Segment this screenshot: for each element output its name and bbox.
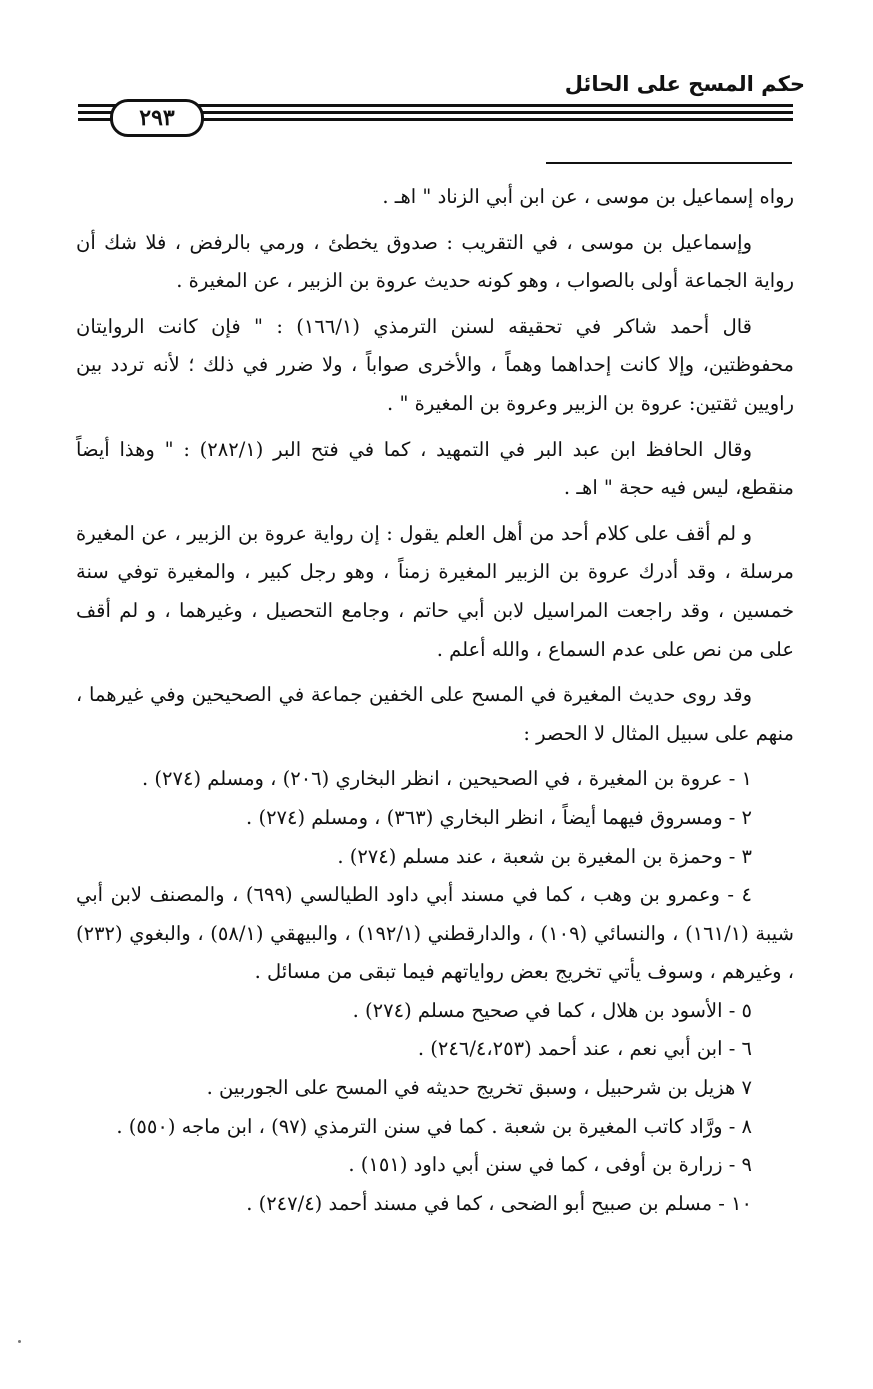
running-header-title: حكم المسح على الحائل (564, 72, 805, 96)
list-item: ٢ - ومسروق فيهما أيضاً ، انظر البخاري (٣٦٣) ، ومسلم (٢٧٤) . (246, 805, 752, 829)
list-item: ٦ - ابن أبي نعم ، عند أحمد (٢٤٦/٤،٢٥٣) . (417, 1037, 752, 1061)
paragraph: وإسماعيل بن موسى ، في التقريب : صدوق يخطئ ، ورمي بالرفض ، فلا شك أن رواية الجماعة أولى بالصواب ، وهو كونه حديث عروة بن الزبير ، عن المغيرة . (76, 230, 794, 293)
footnote-separator (546, 162, 792, 164)
list-item: ٥ - الأسود بن هلال ، كما في صحيح مسلم (٢٧٤) . (352, 998, 752, 1022)
paragraph: رواه إسماعيل بن موسى ، عن ابن أبي الزناد " اهـ . (382, 185, 794, 208)
scan-speck (18, 1340, 21, 1343)
list-item: ٣ - وحمزة بن المغيرة بن شعبة ، عند مسلم (٢٧٤) . (337, 844, 752, 868)
list-item: ٤ - وعمرو بن وهب ، كما في مسند أبي داود الطيالسي (٦٩٩) ، والمصنف لابن أبي شيبة (١٦١/١) ، والنسائي (١٠٩) ، والدارقطني (١٩٢/١) ، والبيهقي (٥٨/١) ، والبغوي (٢٣٢) ، وغيرهم ، وسوف يأتي تخريج بعض رواياتهم فيما تبقى من مسائل . (76, 883, 794, 984)
paragraph: قال أحمد شاكر في تحقيقه لسنن الترمذي (١٦٦/١) : " فإن كانت الروايتان محفوظتين، وإلا كانت إحداهما وهماً ، والأخرى صواباً ، ولا ضرر في ذلك ؛ لأنه تردد بين راويين ثقتين: عروة بن الزبير وعروة بن المغيرة " . (76, 314, 794, 415)
paragraph: و لم أقف على كلام أحد من أهل العلم يقول : إن رواية عروة بن الزبير ، عن المغيرة مرسلة ، وقد أدرك عروة بن الزبير المغيرة زمناً ، وهو رجل كبير ، والمغيرة توفي سنة خمسين ، وقد راجعت المراسيل لابن أبي حاتم ، وجامع التحصيل ، وغيرهما ، و لم أقف على من نص على عدم السماع ، والله أعلم . (76, 521, 794, 661)
paragraph: وقد روى حديث المغيرة في المسح على الخفين جماعة في الصحيحين وفي غيرهما ، منهم على سبيل المثال لا الحصر : (76, 683, 794, 745)
list-item: ٨ - ورَّاد كاتب المغيرة بن شعبة . كما في سنن الترمذي (٩٧) ، ابن ماجه (٥٥٠) . (116, 1114, 752, 1138)
body-text (76, 178, 794, 1223)
paragraph: وقال الحافظ ابن عبد البر في التمهيد ، كما في فتح البر (٢٨٢/١) : " وهذا أيضاً منقطع، ليس فيه حجة " اهـ . (76, 437, 794, 500)
list-item: ٩ - زرارة بن أوفى ، كما في سنن أبي داود (١٥١) . (348, 1153, 752, 1177)
list-item: ١ - عروة بن المغيرة ، في الصحيحين ، انظر البخاري (٢٠٦) ، ومسلم (٢٧٤) . (142, 767, 752, 791)
list-item: ١٠ - مسلم بن صبيح أبو الضحى ، كما في مسند أحمد (٢٤٧/٤) . (246, 1191, 752, 1215)
list-item: ٧ هزيل بن شرحبيل ، وسبق تخريج حديثه في المسح على الجوربين . (206, 1076, 752, 1100)
page-number: ٢٩٣ (110, 99, 204, 137)
